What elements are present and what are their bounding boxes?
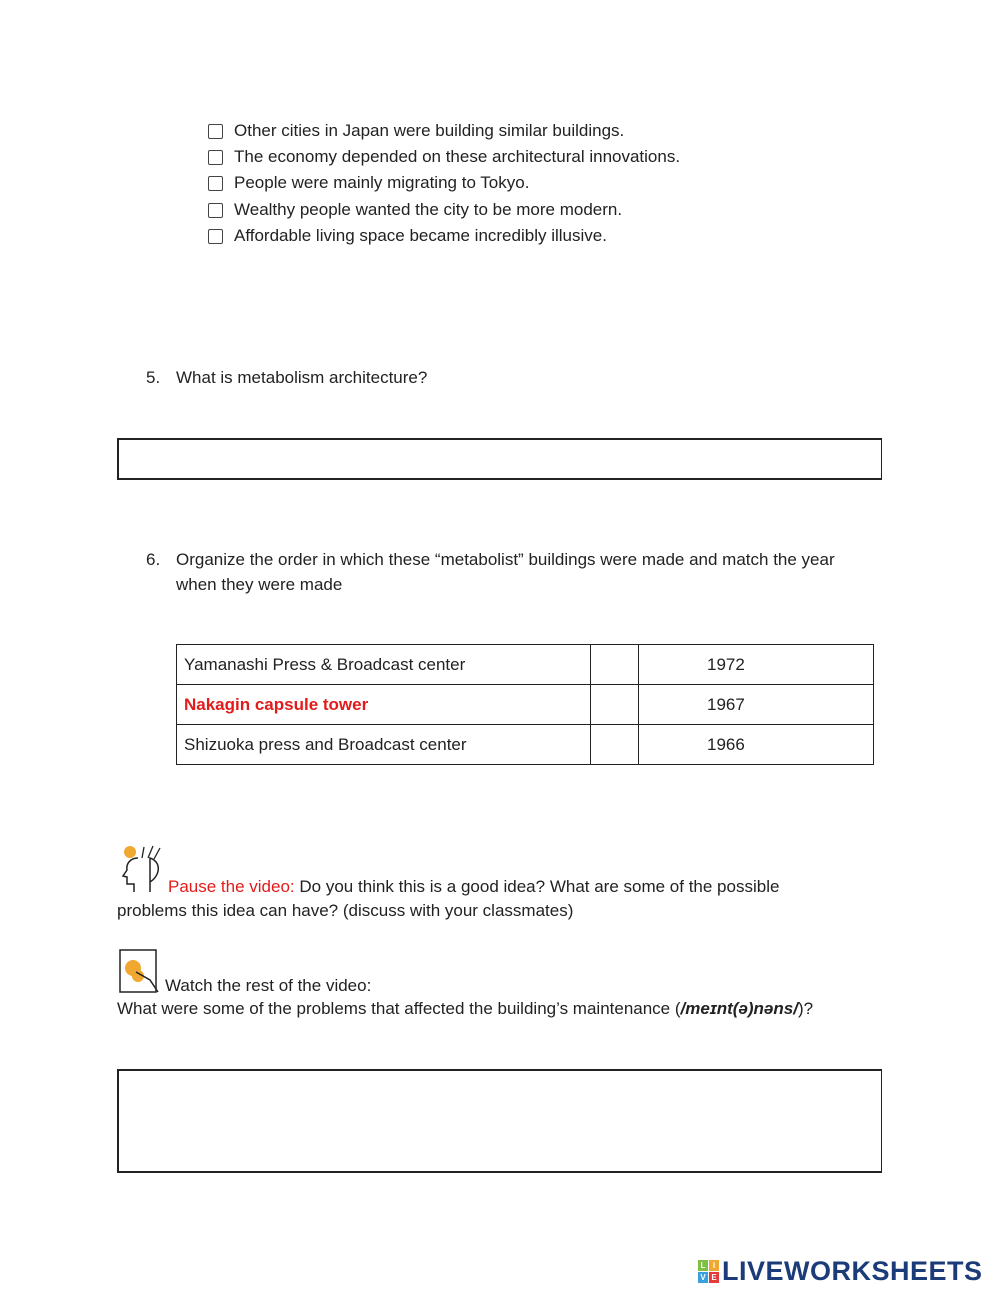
- building-name: Shizuoka press and Broadcast center: [177, 725, 591, 765]
- liveworksheets-logo: [698, 1256, 983, 1287]
- question-end: )?: [797, 999, 814, 1018]
- option-4[interactable]: [208, 200, 622, 220]
- option-1[interactable]: [208, 121, 624, 141]
- year: 1967: [639, 685, 874, 725]
- q5-answer-input[interactable]: [117, 438, 882, 480]
- checkbox[interactable]: [208, 124, 223, 139]
- option-5[interactable]: [208, 226, 607, 246]
- checkbox[interactable]: [208, 203, 223, 218]
- order-input[interactable]: [591, 645, 639, 685]
- table-row: [177, 685, 874, 725]
- checkbox[interactable]: [208, 176, 223, 191]
- watch-video-icon: [118, 948, 164, 996]
- pause-text: Do you think this is a good idea? What are some of the possible: [294, 877, 780, 896]
- year: 1966: [639, 725, 874, 765]
- tile: I: [709, 1260, 719, 1271]
- building-name: Yamanashi Press & Broadcast center: [177, 645, 591, 685]
- option-2[interactable]: [208, 147, 680, 167]
- q5-text: What is metabolism architecture?: [176, 368, 428, 387]
- watch-label: Watch the rest of the video:: [165, 976, 372, 995]
- phonetic: /meɪnt(ə)nəns/: [680, 999, 798, 1018]
- pause-line2: problems this idea can have? (discuss with your classmates): [117, 901, 574, 920]
- table-row: [177, 645, 874, 685]
- option-label: Affordable living space became incredibly illusive.: [234, 226, 607, 245]
- thinking-head-icon: [120, 844, 166, 894]
- year: 1972: [639, 645, 874, 685]
- logo-text: LIVEWORKSHEETS: [722, 1256, 983, 1286]
- checkbox[interactable]: [208, 150, 223, 165]
- option-label: The economy depended on these architectural innovations.: [234, 147, 681, 166]
- tile: V: [698, 1272, 708, 1283]
- tile: E: [709, 1272, 719, 1283]
- pause-line1: [168, 877, 779, 897]
- watch-question: [117, 999, 813, 1019]
- tile: L: [698, 1260, 708, 1271]
- order-input[interactable]: [591, 725, 639, 765]
- q6-line2: when they were made: [176, 575, 343, 594]
- q6-number: 6.: [146, 550, 161, 569]
- q6-line1: Organize the order in which these “metabolist” buildings were made and match the year: [176, 550, 835, 569]
- option-3[interactable]: [208, 173, 529, 193]
- order-input[interactable]: [591, 685, 639, 725]
- buildings-table: [176, 644, 874, 765]
- q5-number: 5.: [146, 368, 161, 387]
- question-text: What were some of the problems that affected the building’s maintenance (: [117, 999, 681, 1018]
- checkbox[interactable]: [208, 229, 223, 244]
- logo-tiles: [698, 1260, 719, 1283]
- table-row: [177, 725, 874, 765]
- option-label: Wealthy people wanted the city to be more modern.: [234, 200, 623, 219]
- building-name: Nakagin capsule tower: [177, 685, 591, 725]
- option-label: Other cities in Japan were building similar buildings.: [234, 121, 625, 140]
- pause-label: Pause the video:: [168, 877, 295, 896]
- option-label: People were mainly migrating to Tokyo.: [234, 173, 530, 192]
- maintenance-answer-input[interactable]: [117, 1069, 882, 1173]
